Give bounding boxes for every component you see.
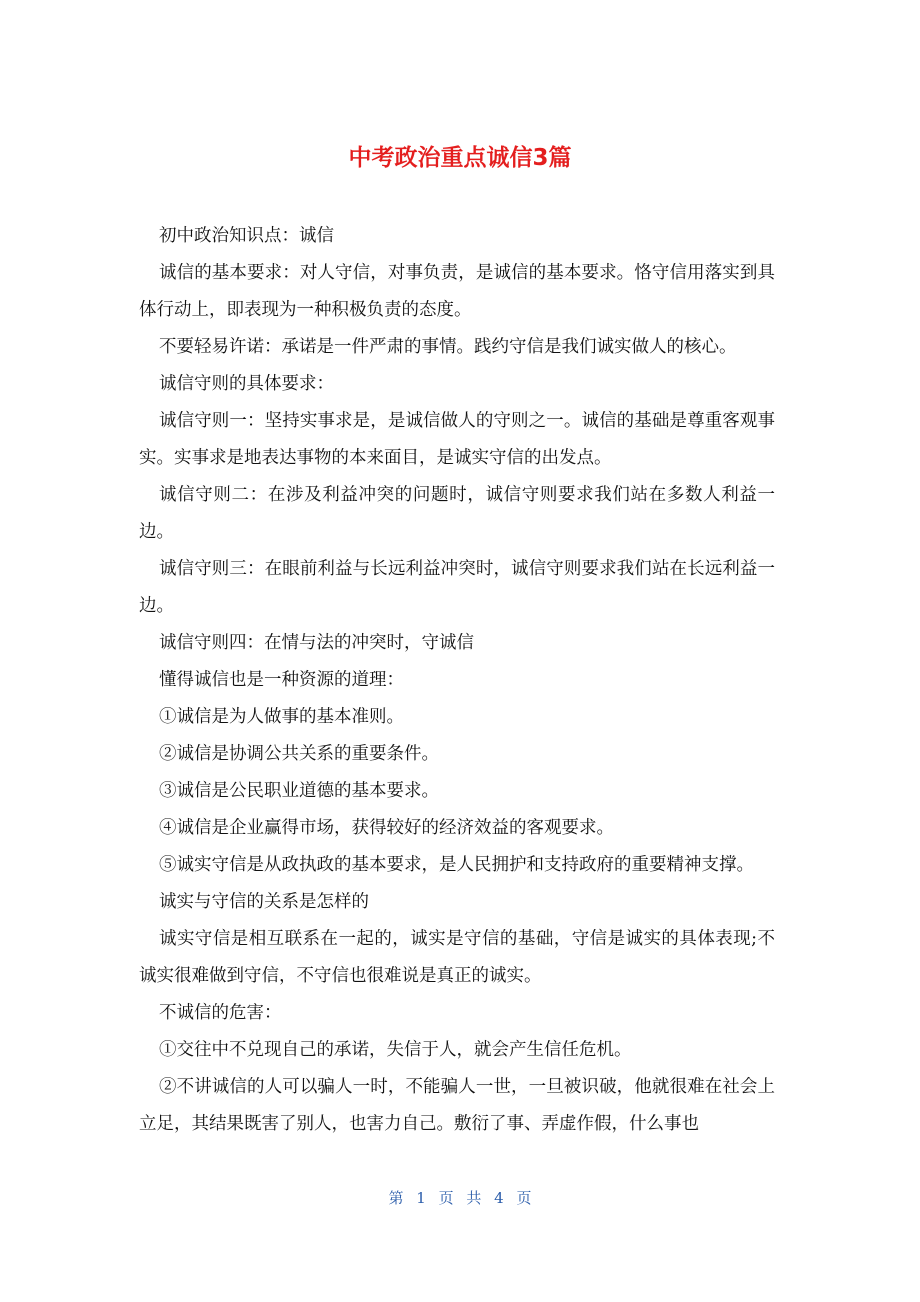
paragraph: 诚信守则四：在情与法的冲突时，守诚信 <box>159 633 474 653</box>
paragraph: 不诚信的危害： <box>159 1003 282 1023</box>
document-title: 中考政治重点诚信3篇 <box>348 145 572 171</box>
list-item: ⑤诚实守信是从政执政的基本要求，是人民拥护和支持政府的重要精神支撑。 <box>159 855 754 875</box>
paragraph: 懂得诚信也是一种资源的道理： <box>159 670 404 690</box>
paragraph: 诚信守则三：在眼前利益与长远利益冲突时，诚信守则要求我们站在长远利益一边。 <box>139 559 775 616</box>
paragraph: 诚信守则一：坚持实事求是，是诚信做人的守则之一。诚信的基础是尊重客观事实。实事求是地表达事物的本来面目，是诚实守信的出发点。 <box>139 411 775 468</box>
paragraph: 诚信守则二：在涉及利益冲突的问题时，诚信守则要求我们站在多数人利益一边。 <box>139 485 775 542</box>
paragraph: 初中政治知识点：诚信 <box>159 226 334 246</box>
list-item: ①交往中不兑现自己的承诺，失信于人，就会产生信任危机。 <box>159 1040 632 1060</box>
list-item: ②诚信是协调公共关系的重要条件。 <box>159 744 439 764</box>
document-body <box>139 218 775 1143</box>
list-item: ①诚信是为人做事的基本准则。 <box>159 707 404 727</box>
paragraph: 不要轻易许诺：承诺是一件严肃的事情。践约守信是我们诚实做人的核心。 <box>159 337 737 357</box>
list-item: ④诚信是企业赢得市场，获得较好的经济效益的客观要求。 <box>159 818 614 838</box>
paragraph: 诚信守则的具体要求： <box>159 374 334 394</box>
paragraph: 诚信的基本要求：对人守信，对事负责，是诚信的基本要求。恪守信用落实到具体行动上，即表现为一种积极负责的态度。 <box>139 263 775 320</box>
paragraph: 诚实守信是相互联系在一起的，诚实是守信的基础，守信是诚实的具体表现;不诚实很难做到守信，不守信也很难说是真正的诚实。 <box>139 929 775 986</box>
page-footer: 第 1 页 共 4 页 <box>388 1189 532 1207</box>
list-item: ②不讲诚信的人可以骗人一时，不能骗人一世，一旦被识破，他就很难在社会上立足，其结果既害了别人，也害力自己。敷衍了事、弄虚作假，什么事也 <box>139 1077 775 1134</box>
list-item: ③诚信是公民职业道德的基本要求。 <box>159 781 439 801</box>
paragraph: 诚实与守信的关系是怎样的 <box>159 892 369 912</box>
